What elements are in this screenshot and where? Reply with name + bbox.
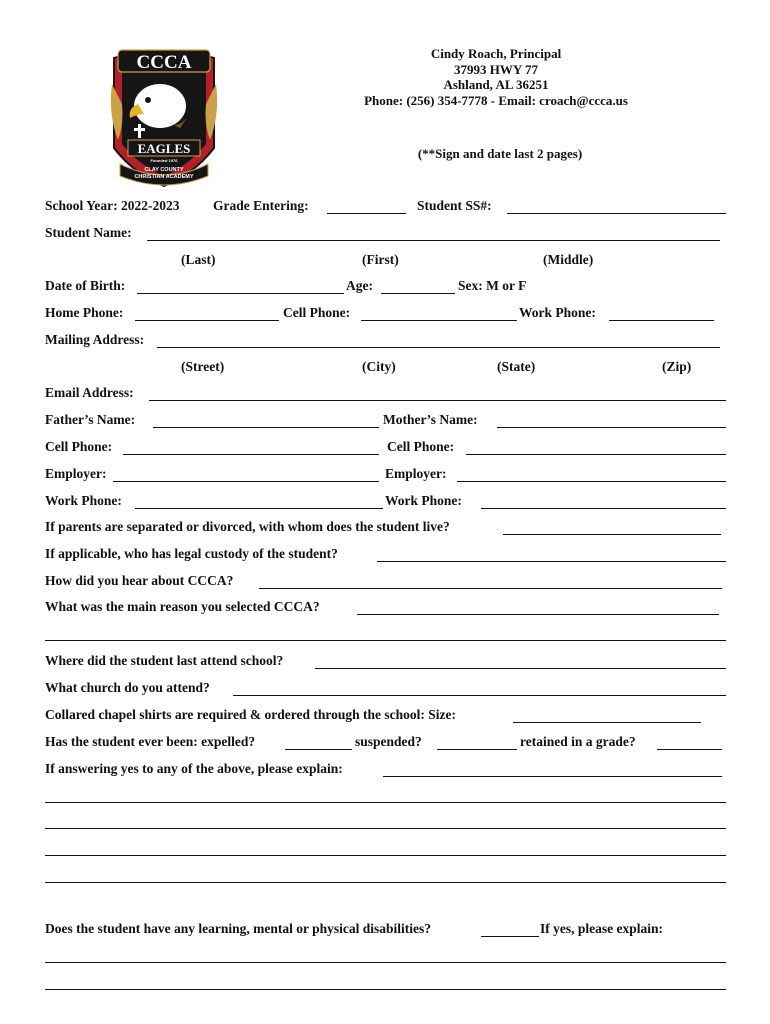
father-cell-label: Cell Phone: <box>45 439 113 454</box>
row-parent-cell <box>45 439 727 457</box>
explain-line-3[interactable] <box>45 855 726 856</box>
dob-label: Date of Birth: <box>45 278 126 293</box>
row-discipline <box>45 734 727 752</box>
expelled-question: Has the student ever been: expelled? <box>45 734 256 749</box>
mothers-name-field[interactable] <box>497 427 726 428</box>
address-line-1: 37993 HWY 77 <box>453 61 539 77</box>
shirt-size-field[interactable] <box>513 722 701 723</box>
principal-name: Cindy Roach, Principal <box>430 46 562 61</box>
explain-line-2[interactable] <box>45 828 726 829</box>
home-phone-field[interactable] <box>135 320 279 321</box>
suspended-field[interactable] <box>437 749 517 750</box>
row-explain <box>45 761 727 779</box>
custody-answer-field[interactable] <box>377 561 726 562</box>
row-shirt-size <box>45 707 727 725</box>
row-disabilities <box>45 921 727 939</box>
disabilities-explain-label: If yes, please explain: <box>540 921 663 936</box>
work-phone-label: Work Phone: <box>519 305 596 320</box>
row-church <box>45 680 727 698</box>
disabilities-line-2[interactable] <box>45 989 726 990</box>
separated-answer-field[interactable] <box>503 534 721 535</box>
age-field[interactable] <box>381 293 455 294</box>
explain-line-1[interactable] <box>45 802 726 803</box>
logo-top-text: CCCA <box>136 52 192 73</box>
cell-phone-field[interactable] <box>361 320 517 321</box>
father-cell-field[interactable] <box>123 454 379 455</box>
mother-work-phone-field[interactable] <box>481 508 726 509</box>
school-year-label: School Year: 2022-2023 <box>45 198 180 213</box>
logo-small-text: Founded 1976 <box>150 158 178 163</box>
email-label: Email Address: <box>45 385 134 400</box>
explain-question: If answering yes to any of the above, please explain: <box>45 761 343 776</box>
logo-bottom-line1: CLAY COUNTY <box>144 167 184 173</box>
sex-label: Sex: M or F <box>458 278 527 293</box>
logo-banner-text: EAGLES <box>137 141 191 156</box>
row-student-name <box>45 225 727 243</box>
row-custody <box>45 546 727 564</box>
row-parent-names <box>45 412 727 430</box>
main-reason-question: What was the main reason you selected CCCA? <box>45 599 320 614</box>
mother-employer-field[interactable] <box>457 481 726 482</box>
row-phones <box>45 305 727 323</box>
separated-question: If parents are separated or divorced, with whom does the student live? <box>45 519 450 534</box>
addr-state-caption: (State) <box>497 359 536 374</box>
row-school-year <box>45 198 727 216</box>
email-field[interactable] <box>149 400 726 401</box>
mother-work-phone-label: Work Phone: <box>385 493 462 508</box>
disabilities-question: Does the student have any learning, mental or physical disabilities? <box>45 921 432 936</box>
home-phone-label: Home Phone: <box>45 305 124 320</box>
church-answer-field[interactable] <box>233 695 726 696</box>
row-last-school <box>45 653 727 671</box>
addr-zip-caption: (Zip) <box>662 359 692 374</box>
addr-city-caption: (City) <box>362 359 396 374</box>
contact-line: Phone: (256) 354-7778 - Email: croach@ccca.us <box>364 92 628 108</box>
last-school-answer-field[interactable] <box>315 668 726 669</box>
name-first-caption: (First) <box>362 252 399 267</box>
student-name-label: Student Name: <box>45 225 132 240</box>
fathers-name-label: Father’s Name: <box>45 412 136 427</box>
row-mailing-address <box>45 332 727 350</box>
hear-about-question: How did you hear about CCCA? <box>45 573 234 588</box>
father-work-phone-field[interactable] <box>135 508 383 509</box>
age-label: Age: <box>346 278 373 293</box>
last-school-question: Where did the student last attend school? <box>45 653 284 668</box>
retained-question: retained in a grade? <box>520 734 636 749</box>
student-ss-label: Student SS#: <box>417 198 492 213</box>
row-separated <box>45 519 727 537</box>
explain-answer-field[interactable] <box>383 776 722 777</box>
row-dob <box>45 278 727 296</box>
row-email <box>45 385 727 403</box>
main-reason-extra-line[interactable] <box>45 640 726 641</box>
row-parent-employer <box>45 466 727 484</box>
explain-line-4[interactable] <box>45 882 726 883</box>
row-hear-about <box>45 573 727 591</box>
dob-field[interactable] <box>137 293 344 294</box>
school-contact-block <box>346 46 646 108</box>
row-main-reason <box>45 599 727 617</box>
mailing-address-field[interactable] <box>157 347 720 348</box>
cell-phone-label: Cell Phone: <box>283 305 351 320</box>
ccca-eagles-logo <box>108 44 220 190</box>
student-name-field[interactable] <box>147 240 720 241</box>
fathers-name-field[interactable] <box>153 427 379 428</box>
expelled-field[interactable] <box>285 749 352 750</box>
disabilities-field[interactable] <box>481 936 539 937</box>
father-work-phone-label: Work Phone: <box>45 493 122 508</box>
shirt-size-question: Collared chapel shirts are required & ordered through the school: Size: <box>45 707 456 722</box>
main-reason-answer-field[interactable] <box>357 614 719 615</box>
logo-bottom-line2: CHRISTIAN ACADEMY <box>134 174 194 180</box>
mother-cell-field[interactable] <box>466 454 726 455</box>
mothers-name-label: Mother’s Name: <box>383 412 478 427</box>
hear-about-answer-field[interactable] <box>259 588 722 589</box>
sign-date-note: (**Sign and date last 2 pages) <box>417 146 583 161</box>
father-employer-label: Employer: <box>45 466 107 481</box>
name-middle-caption: (Middle) <box>543 252 594 267</box>
student-ss-field[interactable] <box>507 213 726 214</box>
mother-employer-label: Employer: <box>385 466 447 481</box>
mailing-address-label: Mailing Address: <box>45 332 145 347</box>
retained-field[interactable] <box>657 749 722 750</box>
suspended-question: suspended? <box>355 734 422 749</box>
disabilities-line-1[interactable] <box>45 962 726 963</box>
father-employer-field[interactable] <box>113 481 379 482</box>
address-line-2: Ashland, AL 36251 <box>443 77 549 92</box>
grade-entering-field[interactable] <box>327 213 406 214</box>
church-question: What church do you attend? <box>45 680 210 695</box>
work-phone-field[interactable] <box>609 320 714 321</box>
addr-street-caption: (Street) <box>181 359 225 374</box>
mother-cell-label: Cell Phone: <box>387 439 455 454</box>
custody-question: If applicable, who has legal custody of the student? <box>45 546 338 561</box>
row-parent-work-phone <box>45 493 727 511</box>
grade-entering-label: Grade Entering: <box>213 198 309 213</box>
name-last-caption: (Last) <box>181 252 216 267</box>
